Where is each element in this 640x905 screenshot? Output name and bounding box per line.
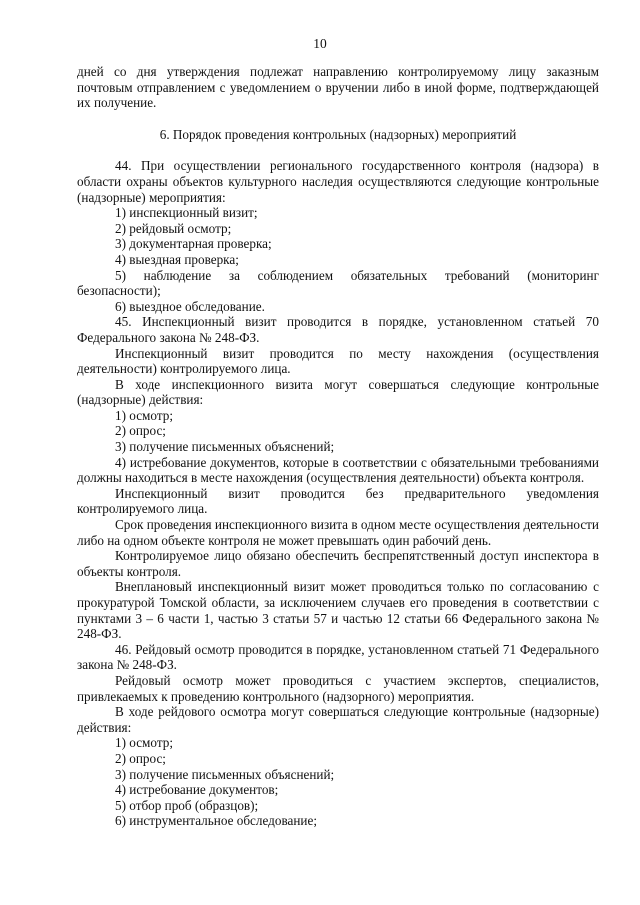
list-item-46-6: 6) инструментальное обследование;	[115, 813, 317, 829]
list-item-44-1: 1) инспекционный визит;	[115, 205, 258, 221]
list-item-45-4: 4) истребование документов, которые в соответствии с обязательными требованиями должны находиться в месте нахождения (осуществления деятельности) объекта контроля.	[77, 454, 599, 486]
list-item-44-5: 5) наблюдение за соблюдением обязательных требований (мониторинг безопасности);	[77, 267, 599, 299]
paragraph-45-actions-intro: В ходе инспекционного визита могут совершаться следующие контрольные (надзорные) действия:	[77, 376, 599, 408]
paragraph-45-notice: Инспекционный визит проводится без предварительного уведомления контролируемого лица.	[77, 485, 599, 517]
list-item-46-4: 4) истребование документов;	[115, 782, 279, 798]
paragraph-45-place: Инспекционный визит проводится по месту нахождения (осуществления деятельности) контролируемого лица.	[77, 345, 599, 377]
paragraph-46-experts: Рейдовый осмотр может проводиться с участием экспертов, специалистов, привлекаемых к проведению контрольного (надзорного) мероприятия.	[77, 672, 599, 704]
list-item-45-3: 3) получение письменных объяснений;	[115, 439, 335, 455]
list-item-44-4: 4) выездная проверка;	[115, 251, 239, 267]
paragraph-45-unplanned: Внеплановый инспекционный визит может проводиться только по согласованию с прокуратурой Томской области, за исключением случаев его проведения в соответствии с пунктами 3 – 6 части 1, частью 3 статьи 57 и частью 12 статьи 66 Федерального закона № 248-ФЗ.	[77, 579, 599, 642]
list-item-46-2: 2) опрос;	[115, 750, 166, 766]
paragraph-45: 45. Инспекционный визит проводится в порядке, установленном статьей 70 Федерального закона № 248-ФЗ.	[77, 314, 599, 345]
list-item-45-1: 1) осмотр;	[115, 407, 174, 423]
page-number: 10	[313, 36, 327, 51]
list-item-44-6: 6) выездное обследование.	[115, 298, 265, 314]
document-body	[77, 64, 599, 829]
section-heading: 6. Порядок проведения контрольных (надзорных) мероприятий	[159, 126, 517, 142]
paragraph-45-access: Контролируемое лицо обязано обеспечить беспрепятственный доступ инспектора в объекты контроля.	[77, 548, 599, 579]
list-item-46-1: 1) осмотр;	[115, 735, 174, 751]
paragraph-45-duration: Срок проведения инспекционного визита в одном месте осуществления деятельности либо на одном объекте контроля не может превышать один рабочий день.	[77, 517, 599, 548]
paragraph-46: 46. Рейдовый осмотр проводится в порядке, установленном статьей 71 Федерального закона № 248-ФЗ.	[77, 641, 599, 673]
list-item-45-2: 2) опрос;	[115, 423, 166, 439]
list-item-46-3: 3) получение письменных объяснений;	[115, 766, 335, 782]
paragraph-continuation: дней со дня утверждения подлежат направлению контролируемому лицу заказным почтовым отправлением с уведомлением о вручении либо в иной форме, подтверждающей их получение.	[77, 64, 599, 111]
list-item-44-3: 3) документарная проверка;	[115, 236, 272, 252]
paragraph-46-actions-intro: В ходе рейдового осмотра могут совершаться следующие контрольные (надзорные) действия:	[77, 704, 599, 735]
paragraph-44: 44. При осуществлении регионального государственного контроля (надзора) в области охраны объектов культурного наследия осуществляются следующие контрольные (надзорные) мероприятия:	[77, 158, 599, 205]
list-item-44-2: 2) рейдовый осмотр;	[115, 220, 232, 236]
list-item-46-5: 5) отбор проб (образцов);	[115, 797, 259, 813]
